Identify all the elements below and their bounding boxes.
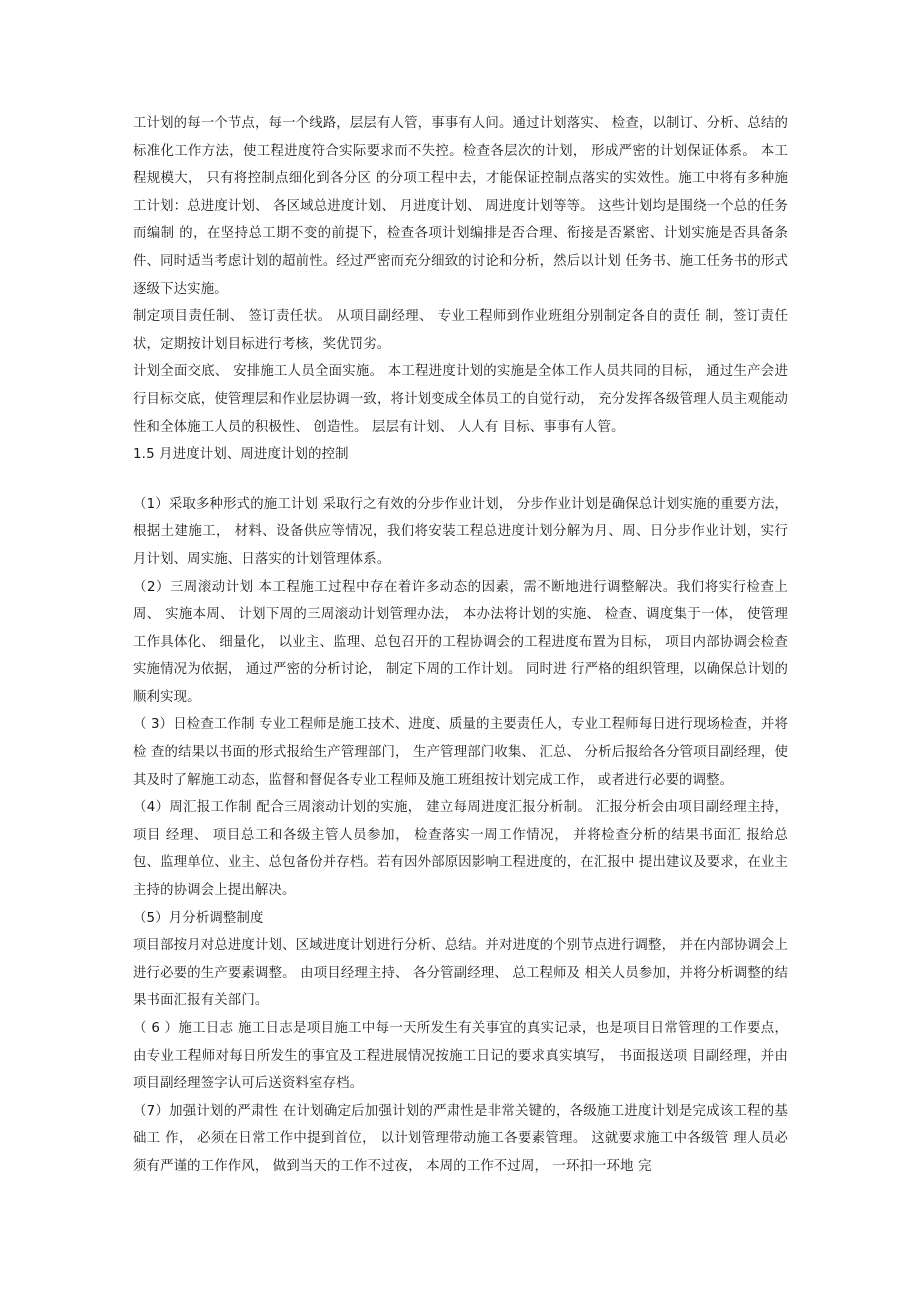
list-item-daily-check: （ 3）日检查工作制 专业工程师是施工技术、进度、质量的主要责任人，专业工程师每日进行现场检查，并将检 查的结果以书面的形式报给生产管理部门， 生产管理部门收集、 汇总、 分析后报给各分管项目副经理，使其及时了解施工动态，监督和督促各专业工程师及施工班组按计划完成工作， 或者进行必要的调整。 <box>133 717 788 788</box>
section-heading: 1.5 月进度计划、周进度计划的控制 <box>133 447 349 463</box>
list-item-monthly-analysis-body: 项目部按月对总进度计划、区域进度计划进行分析、总结。并对进度的个别节点进行调整， 并在内部协调会上进行必要的生产要素调整。 由项目经理主持、 各分管副经理、 总工程师及 相关人员参加，并将分析调整的结果书面汇报有关部门。 <box>133 938 788 1009</box>
list-item-plan-seriousness: （7）加强计划的严肃性 在计划确定后加强计划的严肃性是非常关键的，各级施工进度计划是完成该工程的基础工 作， 必须在日常工作中提到首位， 以计划管理带动施工各要素管理。 这就要求施工中各级管 理人员必须有严谨的工作作风， 做到当天的工作不过夜， 本周的工作不过周， 一环扣一环地 完 <box>133 1103 788 1174</box>
list-item-weekly-report: （4）周汇报工作制 配合三周滚动计划的实施， 建立每周进度汇报分析制。 汇报分析会由项目副经理主持， 项目 经理、 项目总工和各级主管人员参加， 检查落实一周工作情况， 并将检查分析的结果书面汇 报给总包、监理单位、业主、总包备份并存档。若有因外部原因影响工程进度的，在汇报中 提出建议及要求，在业主主持的协调会上提出解决。 <box>133 800 788 899</box>
list-item-three-week-rolling: （2）三周滚动计划 本工程施工过程中存在着许多动态的因素，需不断地进行调整解决。我们将实行检查上周、 实施本周、 计划下周的三周滚动计划管理办法， 本办法将计划的实施、 检查、调度集于一体， 使管理工作具体化、 细量化， 以业主、监理、总包召开的工程协调会的工程进度布置为目标， 项目内部协调会检查实施情况为依据， 通过严密的分析讨论， 制定下周的工作计划。 同时进 行严格的组织管理，以确保总计划的顺利实现。 <box>133 579 788 705</box>
section-gap <box>133 469 788 491</box>
list-item-monthly-analysis-title: （5）月分析调整制度 <box>133 910 264 926</box>
document-body <box>133 110 788 1181</box>
paragraph-plan-briefing: 计划全面交底、 安排施工人员全面实施。 本工程进度计划的实施是全体工作人员共同的目标， 通过生产会进行目标交底，使管理层和作业层协调一致，将计划变成全体员工的自觉行动， 充分发挥各级管理人员主观能动性和全体施工人员的积极性、 创造性。 层层有计划、 人人有 目标、事事有人管。 <box>133 364 788 435</box>
paragraph-responsibility-system: 制定项目责任制、 签订责任状。 从项目副经理、 专业工程师到作业班组分别制定各自的责任 制，签订责任状，定期按计划目标进行考核，奖优罚劣。 <box>133 309 788 352</box>
list-item-construction-log: （ 6 ）施工日志 施工日志是项目施工中每一天所发生有关事宜的真实记录，也是项目日常管理的工作要点， 由专业工程师对每日所发生的事宜及工程进展情况按施工日记的要求真实填写， 书面报送项 目副经理，并由项目副经理签字认可后送资料室存档。 <box>133 1021 788 1092</box>
list-item-multiple-plans: （1）采取多种形式的施工计划 采取行之有效的分步作业计划， 分步作业计划是确保总计划实施的重要方法， 根据土建施工， 材料、设备供应等情况，我们将安装工程总进度计划分解为月、周、日分步作业计划，实行 月计划、周实施、日落实的计划管理体系。 <box>133 496 788 567</box>
paragraph-schedule-nodes: 工计划的每一个节点，每一个线路，层层有人管，事事有人问。通过计划落实、 检查，以制订、分析、总结的标准化工作方法，使工程进度符合实际要求而不失控。检查各层次的计划， 形成严密的计划保证体系。 本工程规模大， 只有将控制点细化到各分区 的分项工程中去，才能保证控制点落实的实效性。施工中将有多种施工计划：总进度计划、 各区域总进度计划、 月进度计划、 周进度计划等等。 这些计划均是围绕一个总的任务而编制 的，在坚持总工期不变的前提下，检查各项计划编排是否合理、衔接是否紧密、计划实施是否具备条件、同时适当考虑计划的超前性。经过严密而充分细致的讨论和分析，然后以计划 任务书、施工任务书的形式逐级下达实施。 <box>133 116 788 297</box>
